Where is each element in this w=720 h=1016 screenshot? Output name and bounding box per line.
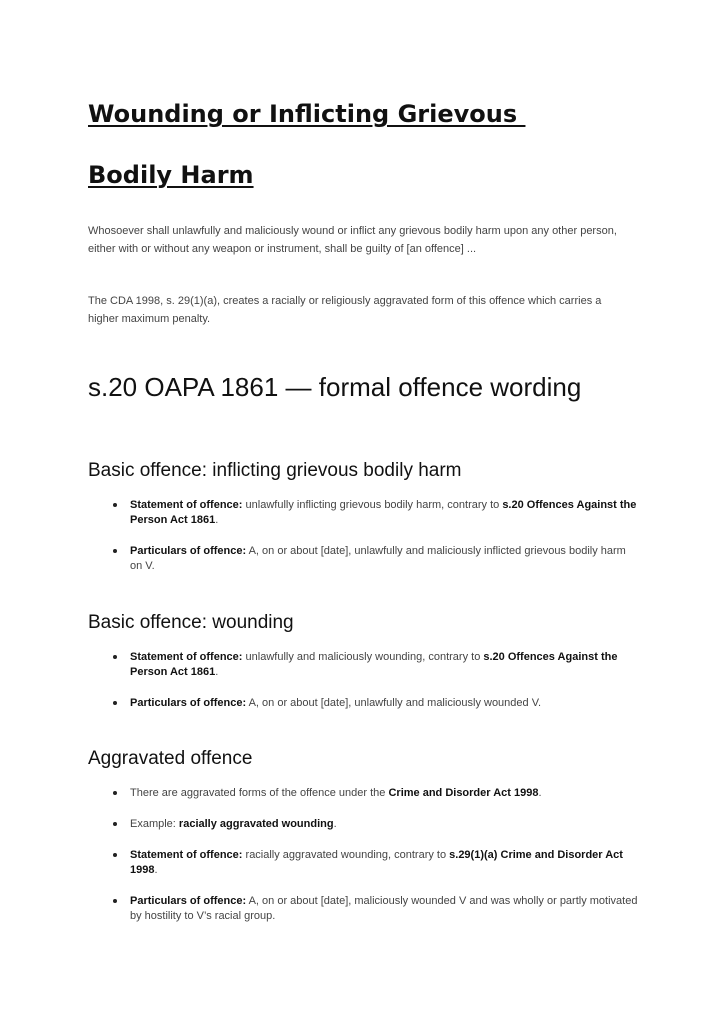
- statement-ref: s.20 Offences Against the Person Act 1861: [130, 651, 618, 678]
- bullet-icon: [113, 822, 117, 826]
- statement-ref: s.20 Offences Against the Person Act 1861: [130, 499, 637, 526]
- forms-end: .: [538, 787, 542, 799]
- title-line-1: Wounding or Inflicting Grievous: [88, 100, 526, 128]
- basic-gbh-heading: Basic offence: inflicting grievous bodily harm: [88, 460, 462, 481]
- basic-wounding-list: [110, 650, 640, 711]
- statement-label: Statement of offence:: [130, 651, 243, 663]
- bullet-icon: [113, 791, 117, 795]
- list-item: [110, 894, 640, 924]
- particulars-text: A, on or about [date], maliciously wounded V and was wholly or partly motivated by hostility to V’s racial group.: [130, 895, 638, 922]
- example-text: Example:: [130, 818, 179, 830]
- statement-label: Statement of offence:: [130, 499, 243, 511]
- list-item: [110, 848, 640, 878]
- document-title: [88, 84, 648, 206]
- list-item: [110, 650, 640, 680]
- particulars-label: Particulars of offence:: [130, 697, 247, 709]
- statement-end: .: [154, 864, 158, 876]
- statement-text: unlawfully and maliciously wounding, contrary to: [242, 651, 484, 663]
- cda-paragraph: The CDA 1998, s. 29(1)(a), creates a racially or religiously aggravated form of this offence which carries a higher maximum penalty.: [88, 295, 602, 325]
- statement-end: .: [215, 666, 219, 678]
- statement-text: racially aggravated wounding, contrary to: [242, 849, 450, 861]
- example-end: .: [333, 818, 337, 830]
- list-item: [110, 498, 640, 528]
- particulars-text: A, on or about [date], unlawfully and maliciously wounded V.: [246, 697, 542, 709]
- particulars-label: Particulars of offence:: [130, 545, 247, 557]
- section-heading: s.20 OAPA 1861 — formal offence wording: [88, 372, 582, 402]
- intro-paragraph: Whosoever shall unlawfully and maliciously wound or inflict any grievous bodily harm upon any other person, either with or without any weapon or instrument, shall be guilty of [an offence] ...: [88, 225, 617, 255]
- bullet-icon: [113, 701, 117, 705]
- bullet-icon: [113, 655, 117, 659]
- particulars-label: Particulars of offence:: [130, 895, 247, 907]
- forms-text: There are aggravated forms of the offence under the: [130, 787, 389, 799]
- bullet-icon: [113, 853, 117, 857]
- title-line-2: Bodily Harm: [88, 161, 254, 189]
- statement-ref: s.29(1)(a) Crime and Disorder Act 1998: [130, 849, 623, 876]
- list-item: [110, 696, 640, 711]
- bullet-icon: [113, 899, 117, 903]
- example-ref: racially aggravated wounding: [178, 818, 334, 830]
- list-item: [110, 817, 640, 832]
- particulars-text: A, on or about [date], unlawfully and maliciously inflicted grievous bodily harm on V.: [130, 545, 626, 572]
- aggravated-heading: Aggravated offence: [88, 748, 253, 769]
- forms-ref: Crime and Disorder Act 1998: [388, 787, 539, 799]
- statement-text: unlawfully inflicting grievous bodily harm, contrary to: [242, 499, 503, 511]
- bullet-icon: [113, 503, 117, 507]
- statement-label: Statement of offence:: [130, 849, 243, 861]
- bullet-icon: [113, 549, 117, 553]
- list-item: [110, 786, 640, 801]
- basic-gbh-list: [110, 498, 640, 574]
- aggravated-list: [110, 786, 640, 924]
- basic-wounding-heading: Basic offence: wounding: [88, 612, 294, 633]
- list-item: [110, 544, 640, 574]
- statement-end: .: [215, 514, 219, 526]
